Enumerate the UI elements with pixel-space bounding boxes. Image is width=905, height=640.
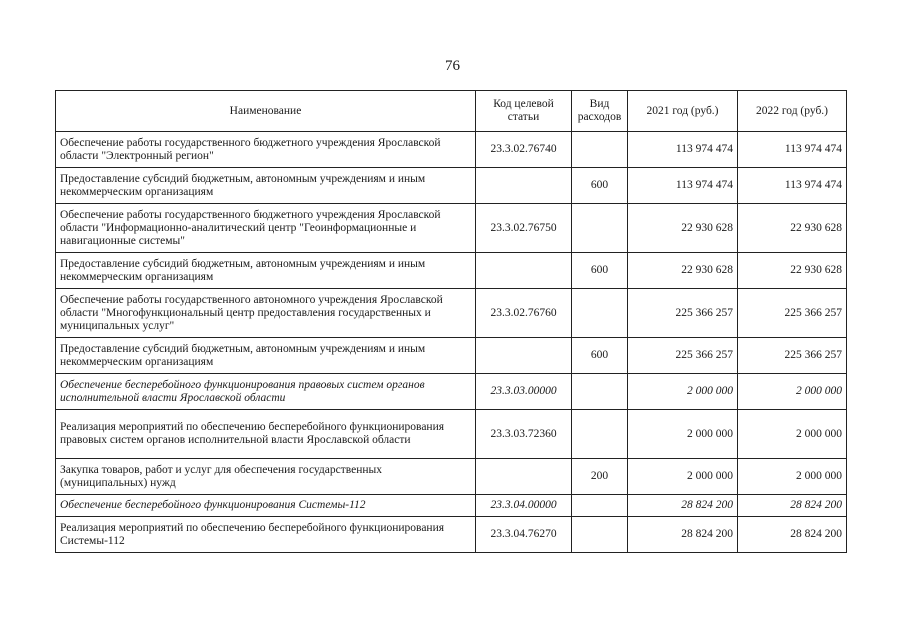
row-code: 23.3.04.00000 (476, 495, 572, 517)
row-2022: 22 930 628 (738, 253, 847, 289)
row-2022: 225 366 257 (738, 289, 847, 338)
row-name: Реализация мероприятий по обеспечению бесперебойного функционирования правовых систем органов исполнительной власти Ярославской области (56, 410, 476, 459)
row-2022: 2 000 000 (738, 459, 847, 495)
row-code (476, 168, 572, 204)
row-name: Обеспечение бесперебойного функционирования правовых систем органов исполнительной власти Ярославской области (56, 374, 476, 410)
row-2021: 113 974 474 (628, 132, 738, 168)
row-code (476, 459, 572, 495)
header-code: Код целевой статьи (476, 91, 572, 132)
row-name: Закупка товаров, работ и услуг для обеспечения государственных (муниципальных) нужд (56, 459, 476, 495)
row-code: 23.3.02.76740 (476, 132, 572, 168)
table-row (56, 253, 847, 289)
row-2022: 225 366 257 (738, 338, 847, 374)
row-type: 600 (572, 338, 628, 374)
row-name: Обеспечение работы государственного бюджетного учреждения Ярославской области "Информационно-аналитический центр "Геоинформационные и навигационные системы" (56, 204, 476, 253)
row-code: 23.3.04.76270 (476, 517, 572, 553)
row-2021: 225 366 257 (628, 338, 738, 374)
header-2021: 2021 год (руб.) (628, 91, 738, 132)
header-type: Вид расходов (572, 91, 628, 132)
table-row (56, 374, 847, 410)
row-2022: 22 930 628 (738, 204, 847, 253)
row-2021: 28 824 200 (628, 495, 738, 517)
row-2021: 225 366 257 (628, 289, 738, 338)
row-type (572, 289, 628, 338)
row-code: 23.3.03.00000 (476, 374, 572, 410)
page-number: 76 (445, 58, 460, 74)
table-row (56, 517, 847, 553)
row-2022: 2 000 000 (738, 410, 847, 459)
table-row (56, 338, 847, 374)
budget-table (55, 90, 847, 553)
row-2021: 2 000 000 (628, 374, 738, 410)
row-code: 23.3.03.72360 (476, 410, 572, 459)
row-code (476, 338, 572, 374)
row-name: Предоставление субсидий бюджетным, автономным учреждениям и иным некоммерческим организациям (56, 168, 476, 204)
table-row (56, 204, 847, 253)
row-code (476, 253, 572, 289)
row-2021: 2 000 000 (628, 410, 738, 459)
row-code: 23.3.02.76760 (476, 289, 572, 338)
row-type (572, 495, 628, 517)
header-row (56, 91, 847, 132)
row-name: Обеспечение работы государственного автономного учреждения Ярославской области "Многофункциональный центр предоставления государственных и муниципальных услуг" (56, 289, 476, 338)
row-type: 200 (572, 459, 628, 495)
row-2021: 2 000 000 (628, 459, 738, 495)
row-2022: 113 974 474 (738, 132, 847, 168)
row-type: 600 (572, 253, 628, 289)
row-name: Предоставление субсидий бюджетным, автономным учреждениям и иным некоммерческим организациям (56, 338, 476, 374)
row-type (572, 204, 628, 253)
row-type (572, 374, 628, 410)
row-2021: 22 930 628 (628, 253, 738, 289)
row-name: Обеспечение работы государственного бюджетного учреждения Ярославской области "Электронный регион" (56, 132, 476, 168)
row-type (572, 410, 628, 459)
table-row (56, 289, 847, 338)
table-row (56, 495, 847, 517)
row-name: Реализация мероприятий по обеспечению бесперебойного функционирования Системы-112 (56, 517, 476, 553)
header-name: Наименование (56, 91, 476, 132)
table-row (56, 459, 847, 495)
row-type (572, 132, 628, 168)
row-2022: 2 000 000 (738, 374, 847, 410)
table-row (56, 132, 847, 168)
header-2022: 2022 год (руб.) (738, 91, 847, 132)
row-code: 23.3.02.76750 (476, 204, 572, 253)
row-2021: 113 974 474 (628, 168, 738, 204)
row-2021: 22 930 628 (628, 204, 738, 253)
row-2021: 28 824 200 (628, 517, 738, 553)
row-2022: 28 824 200 (738, 517, 847, 553)
row-2022: 113 974 474 (738, 168, 847, 204)
row-type: 600 (572, 168, 628, 204)
row-type (572, 517, 628, 553)
row-name: Обеспечение бесперебойного функционирования Системы-112 (56, 495, 476, 517)
table-row (56, 410, 847, 459)
row-2022: 28 824 200 (738, 495, 847, 517)
table-row (56, 168, 847, 204)
row-name: Предоставление субсидий бюджетным, автономным учреждениям и иным некоммерческим организациям (56, 253, 476, 289)
